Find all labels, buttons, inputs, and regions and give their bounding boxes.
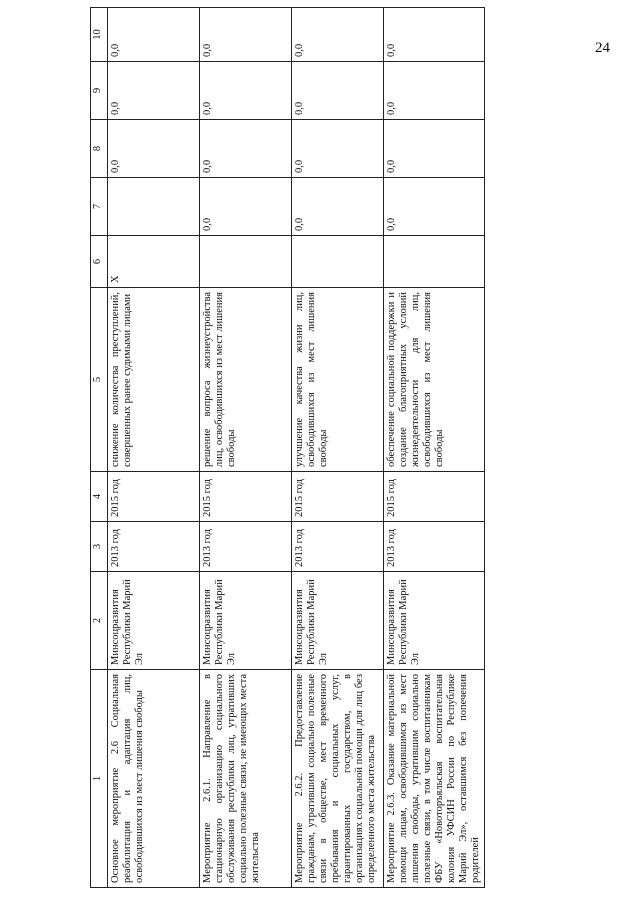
end-cell: 2015 год (200, 472, 292, 522)
table-row (292, 8, 384, 888)
column-header: 6 (91, 236, 108, 288)
value-cell (108, 178, 200, 236)
result-cell: решение вопроса жизнеустройства лиц, освободившихся из мест лишения свободы (200, 288, 292, 472)
column-header: 9 (91, 62, 108, 120)
value-cell: 0,0 (384, 178, 485, 236)
table-row (200, 8, 292, 888)
program-measures-table (90, 7, 485, 888)
value-cell: 0,0 (292, 178, 384, 236)
value-cell: 0,0 (292, 120, 384, 178)
column-header: 1 (91, 670, 108, 888)
value-cell: 0,0 (292, 62, 384, 120)
measure-cell: Мероприятие 2.6.2. Предоставление гражданам, утратившим социально полезные связи в обществе, мест временного пребывания и социальных услуг, гарантированных государством, в организациях социальной помощи для лиц без определенного места жительства (292, 670, 384, 888)
column-header: 8 (91, 120, 108, 178)
table-row (384, 8, 485, 888)
value-cell: 0,0 (200, 8, 292, 62)
value-cell: 0,0 (292, 8, 384, 62)
result-cell: обеспечение социальной поддержки и создание благоприятных условий жизнедеятельности для лиц, освободившихся из мест лишения свободы (384, 288, 485, 472)
column-header: 3 (91, 522, 108, 572)
executor-cell: Минсоцразвития Республики Марий Эл (108, 572, 200, 670)
header-row (91, 8, 108, 888)
column-header: 5 (91, 288, 108, 472)
start-cell: 2013 год (108, 522, 200, 572)
measure-cell: Основное мероприятие 2.6 Социальная реабилитация и адаптация лиц, освободившихся из мест лишения свободы (108, 670, 200, 888)
measure-cell: Мероприятие 2.6.3. Оказание материальной помощи лицам, освободившимся из мест лишения свободы, утратившим социально полезные связи, в том числе воспитанникам ФБУ «Новоторъяльская воспитательная колония УФСИН России по Республике Марий Эл», оставшимся без попечения родителей (384, 670, 485, 888)
start-cell: 2013 год (292, 522, 384, 572)
executor-cell: Минсоцразвития Республики Марий Эл (200, 572, 292, 670)
value-cell: 0,0 (384, 120, 485, 178)
end-cell: 2015 год (384, 472, 485, 522)
value-cell: 0,0 (384, 8, 485, 62)
value-cell: 0,0 (200, 62, 292, 120)
value-cell (200, 236, 292, 288)
value-cell (292, 236, 384, 288)
value-cell: 0,0 (384, 62, 485, 120)
column-header: 4 (91, 472, 108, 522)
executor-cell: Минсоцразвития Республики Марий Эл (292, 572, 384, 670)
result-cell: снижение количества преступлений, совершенных ранее судимыми лицами (108, 288, 200, 472)
start-cell: 2013 год (384, 522, 485, 572)
value-cell: Х (108, 236, 200, 288)
result-cell: улучшение качества жизни лиц, освободившихся из мест лишения свободы (292, 288, 384, 472)
value-cell: 0,0 (108, 62, 200, 120)
column-header: 10 (91, 8, 108, 62)
executor-cell: Минсоцразвития Республики Марий Эл (384, 572, 485, 670)
end-cell: 2015 год (292, 472, 384, 522)
value-cell: 0,0 (200, 120, 292, 178)
column-header: 7 (91, 178, 108, 236)
end-cell: 2015 год (108, 472, 200, 522)
page-number: 24 (595, 40, 610, 56)
start-cell: 2013 год (200, 522, 292, 572)
measure-cell: Мероприятие 2.6.1. Направление в стационарную организацию социального обслуживания республики лиц, утративших социально полезные связи, не имеющих места жительства (200, 670, 292, 888)
value-cell: 0,0 (200, 178, 292, 236)
value-cell: 0,0 (108, 8, 200, 62)
value-cell: 0,0 (108, 120, 200, 178)
table-row (108, 8, 200, 888)
column-header: 2 (91, 572, 108, 670)
value-cell (384, 236, 485, 288)
rotated-table-wrapper (90, 8, 620, 888)
